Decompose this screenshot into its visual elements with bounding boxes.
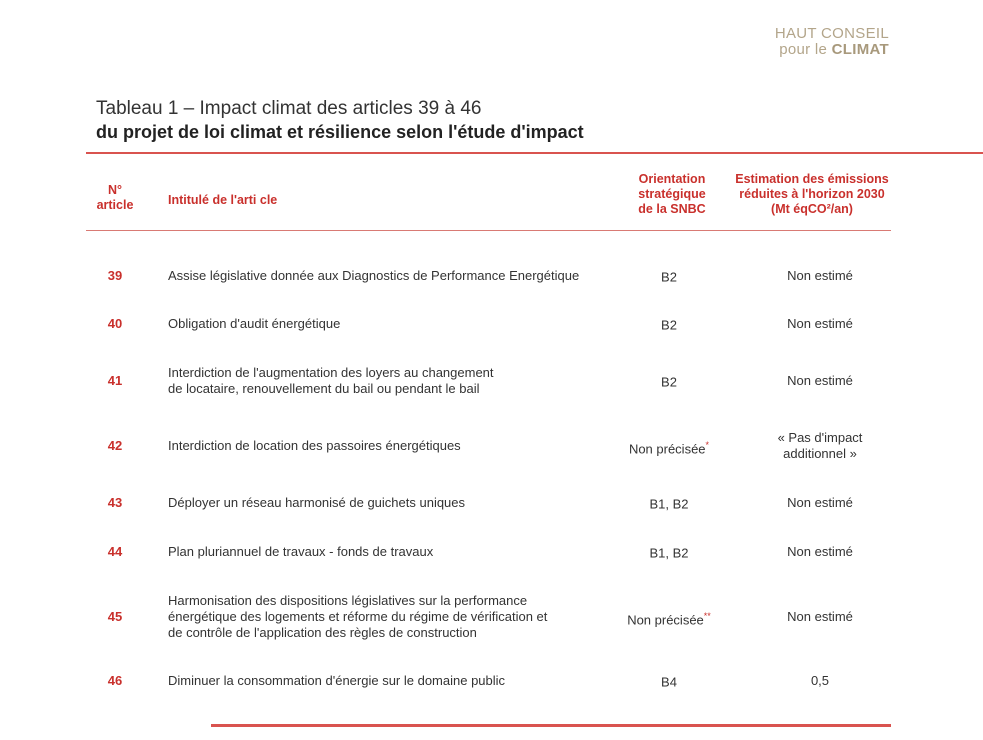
article-title-line: Assise législative donnée aux Diagnostics de Performance Energétique [168, 268, 580, 283]
bottom-divider [211, 724, 891, 727]
snbc-orientation [614, 611, 724, 627]
orientation-value: Non précisée [628, 441, 706, 457]
orientation-value: B2 [661, 317, 677, 333]
article-title-line: Interdiction de l'augmentation des loyers au changement [168, 365, 494, 380]
footnote-mark: * [705, 440, 710, 450]
emission-estimate [740, 544, 900, 560]
orientation-value: B1, B2 [649, 545, 689, 561]
article-title-line: de contrôle de l'application des règles de construction [168, 625, 477, 640]
estimate-line: Non estimé [787, 609, 853, 624]
article-title-line: Plan pluriannuel de travaux - fonds de travaux [168, 544, 434, 559]
article-title-line: Interdiction de location des passoires énergétiques [168, 438, 461, 453]
title-line2: du projet de loi climat et résilience selon l'étude d'impact [96, 122, 584, 142]
title-line1: Tableau 1 – Impact climat des articles 39 à 46 [96, 98, 482, 119]
footnote-mark: ** [703, 611, 711, 621]
article-title [168, 316, 618, 332]
header-estimation [728, 172, 896, 217]
article-number: 45 [107, 609, 123, 624]
snbc-orientation [614, 440, 724, 456]
article-number: 39 [107, 268, 123, 283]
article-title [168, 365, 618, 397]
emission-estimate [740, 609, 900, 625]
estimate-line: Non estimé [787, 316, 853, 331]
logo-line1: HAUT CONSEIL [774, 25, 889, 42]
article-title [168, 438, 618, 454]
orientation-value: B2 [661, 374, 677, 390]
estimate-line: Non estimé [787, 373, 853, 388]
article-title-line: de locataire, renouvellement du bail ou pendant le bail [168, 381, 480, 396]
article-number: 46 [107, 673, 123, 688]
header-estimation-line: réduites à l'horizon 2030 [739, 187, 885, 201]
logo-line2-bold: CLIMAT [831, 41, 889, 58]
header-orientation-line: de la SNBC [638, 202, 706, 216]
article-title-line: Diminuer la consommation d'énergie sur le domaine public [168, 673, 506, 688]
orientation-value: B1, B2 [649, 496, 689, 512]
article-number: 44 [107, 544, 123, 559]
orientation-value: B4 [661, 674, 677, 690]
header-number-line: N° [107, 183, 123, 197]
estimate-line: 0,5 [810, 673, 830, 688]
estimate-line: Non estimé [787, 495, 853, 510]
article-title [168, 495, 618, 511]
header-divider [86, 230, 891, 231]
emission-estimate [740, 373, 900, 389]
header-estimation-line: Estimation des émissions [735, 172, 889, 186]
article-title-line: Harmonisation des dispositions législatives sur la performance [168, 593, 528, 608]
article-number: 43 [107, 495, 123, 510]
orientation-value: B2 [661, 269, 677, 285]
orientation-value: Non précisée [627, 612, 704, 628]
article-number: 41 [107, 373, 123, 388]
emission-estimate [740, 495, 900, 511]
snbc-orientation [614, 268, 724, 284]
logo-line2 [775, 42, 889, 58]
article-title [168, 673, 618, 689]
header-orientation-line: stratégique [638, 187, 706, 201]
article-title-line: Déployer un réseau harmonisé de guichets uniques [168, 495, 466, 510]
snbc-orientation [614, 673, 724, 689]
header-number [94, 183, 136, 213]
top-divider [86, 152, 983, 154]
article-title-line: Obligation d'audit énergétique [168, 316, 341, 331]
header-estimation-line: (Mt éqCO²/an) [771, 202, 853, 216]
emission-estimate [740, 673, 900, 689]
article-number: 42 [107, 438, 123, 453]
snbc-orientation [614, 373, 724, 389]
header-title: Intitulé de l'arti cle [168, 193, 278, 207]
article-title-line: énergétique des logements et réforme du régime de vérification et [168, 609, 548, 624]
article-title [168, 544, 618, 560]
article-number: 40 [107, 316, 123, 331]
emission-estimate [740, 430, 900, 462]
snbc-orientation [614, 544, 724, 560]
table-title [96, 98, 584, 144]
snbc-orientation [614, 495, 724, 511]
article-title [168, 593, 618, 641]
article-title [168, 268, 618, 284]
estimate-line: additionnel » [783, 446, 857, 461]
emission-estimate [740, 316, 900, 332]
snbc-orientation [614, 316, 724, 332]
header-orientation-line: Orientation [638, 172, 706, 186]
header-number-line: article [96, 198, 134, 212]
estimate-line: Non estimé [787, 268, 853, 283]
estimate-line: Non estimé [787, 544, 853, 559]
estimate-line: « Pas d'impact [777, 430, 863, 445]
logo-line2-prefix: pour le [779, 41, 828, 58]
emission-estimate [740, 268, 900, 284]
header-orientation [626, 172, 718, 217]
logo [775, 26, 889, 58]
